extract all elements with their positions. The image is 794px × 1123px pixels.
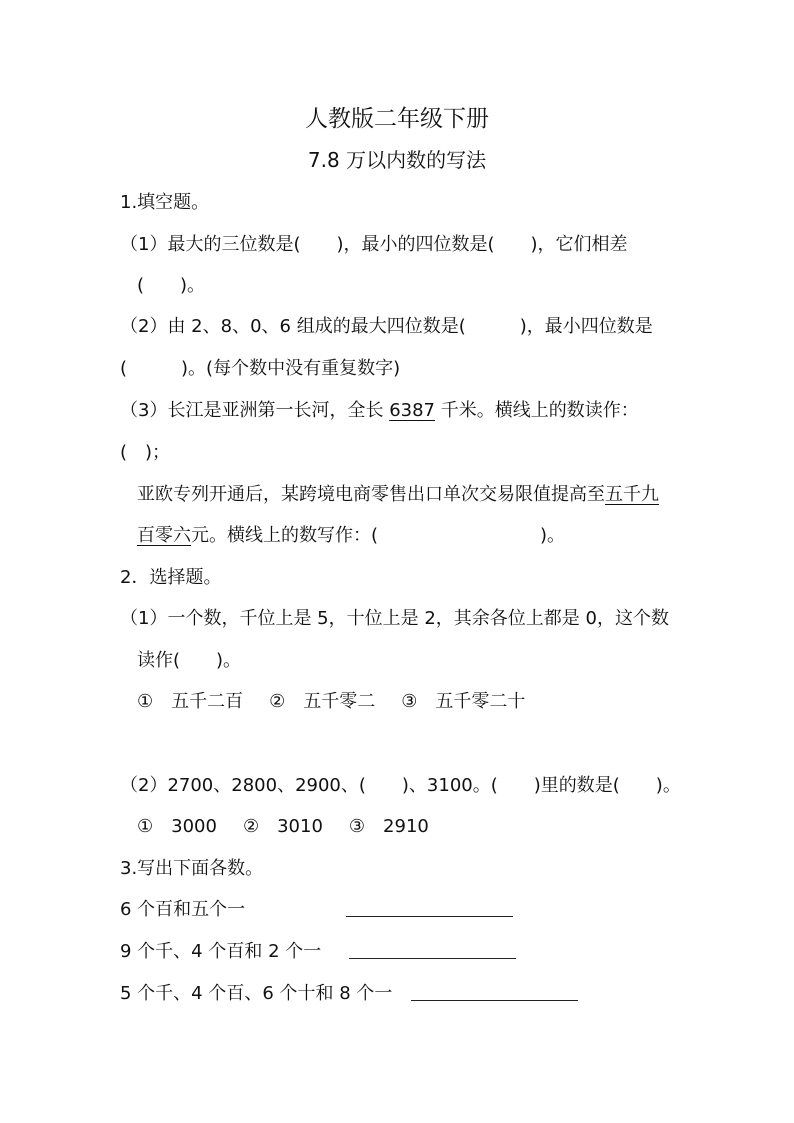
s1-q3-line3-text: 亚欧专列开通后，某跨境电商零售出口单次交易限值提高至 xyxy=(137,484,605,505)
option-2: ② 3010 xyxy=(242,816,323,837)
section3-heading: 3.写出下面各数。 xyxy=(120,858,264,879)
s1-q3-text-post: 千米。横线上的数读作： xyxy=(435,400,639,421)
option-1: ① 五千二百 xyxy=(137,691,244,712)
s1-q3-text-pre: （3）长江是亚洲第一长河，全长 xyxy=(120,400,390,421)
answer-line-2[interactable] xyxy=(349,942,516,959)
s1-q3-underlined-number: 6387 xyxy=(389,400,435,421)
s3-item-1 xyxy=(120,897,245,923)
s3-item-3-text: 5 个千、4 个百、6 个十和 8 个一 xyxy=(120,983,393,1004)
section1-heading: 1.填空题。 xyxy=(120,192,210,213)
s1-q3-line3 xyxy=(137,482,659,508)
s2-q1-options xyxy=(137,689,525,715)
s2-q2-options xyxy=(137,814,429,840)
s1-q2-line1: （2）由 2、8、0、6 组成的最大四位数是( )，最小四位数是 xyxy=(120,316,653,337)
s1-q3-line2: ( )； xyxy=(120,442,171,463)
s1-q3-line4-underlined: 百零六 xyxy=(137,525,191,546)
lesson-subtitle: 7.8 万以内数的写法 xyxy=(307,148,487,172)
option-3: ③ 五千零二十 xyxy=(401,691,526,712)
s2-q1-line2: 读作( )。 xyxy=(137,650,242,671)
s3-item-3 xyxy=(120,981,392,1007)
option-3: ③ 2910 xyxy=(348,816,429,837)
s1-q3-line1 xyxy=(120,398,639,424)
s1-q2-line2: ( )。(每个数中没有重复数字) xyxy=(120,358,401,379)
answer-line-3[interactable] xyxy=(411,984,578,1001)
s3-item-2-text: 9 个千、4 个百和 2 个一 xyxy=(120,941,322,962)
s1-q3-line4 xyxy=(137,523,565,549)
s1-q1-line1: （1）最大的三位数是( )，最小的四位数是( )，它们相差 xyxy=(120,234,628,255)
option-2: ② 五千零二 xyxy=(269,691,376,712)
option-1: ① 3000 xyxy=(137,816,217,837)
page-title: 人教版二年级下册 xyxy=(305,106,489,132)
s3-item-1-text: 6 个百和五个一 xyxy=(120,899,246,920)
section2-heading: 2．选择题。 xyxy=(120,567,222,588)
s1-q3-line3-underlined: 五千九 xyxy=(605,484,659,505)
answer-line-1[interactable] xyxy=(346,900,513,917)
s1-q3-line4-text: 元。横线上的数写作：( )。 xyxy=(191,525,566,546)
s2-q1-line1: （1）一个数，千位上是 5，十位上是 2，其余各位上都是 0，这个数 xyxy=(120,608,669,629)
s2-q2-line1: （2）2700、2800、2900、( )、3100。( )里的数是( )。 xyxy=(120,775,681,796)
s1-q1-line2: ( )。 xyxy=(137,275,206,296)
s3-item-2 xyxy=(120,939,321,965)
